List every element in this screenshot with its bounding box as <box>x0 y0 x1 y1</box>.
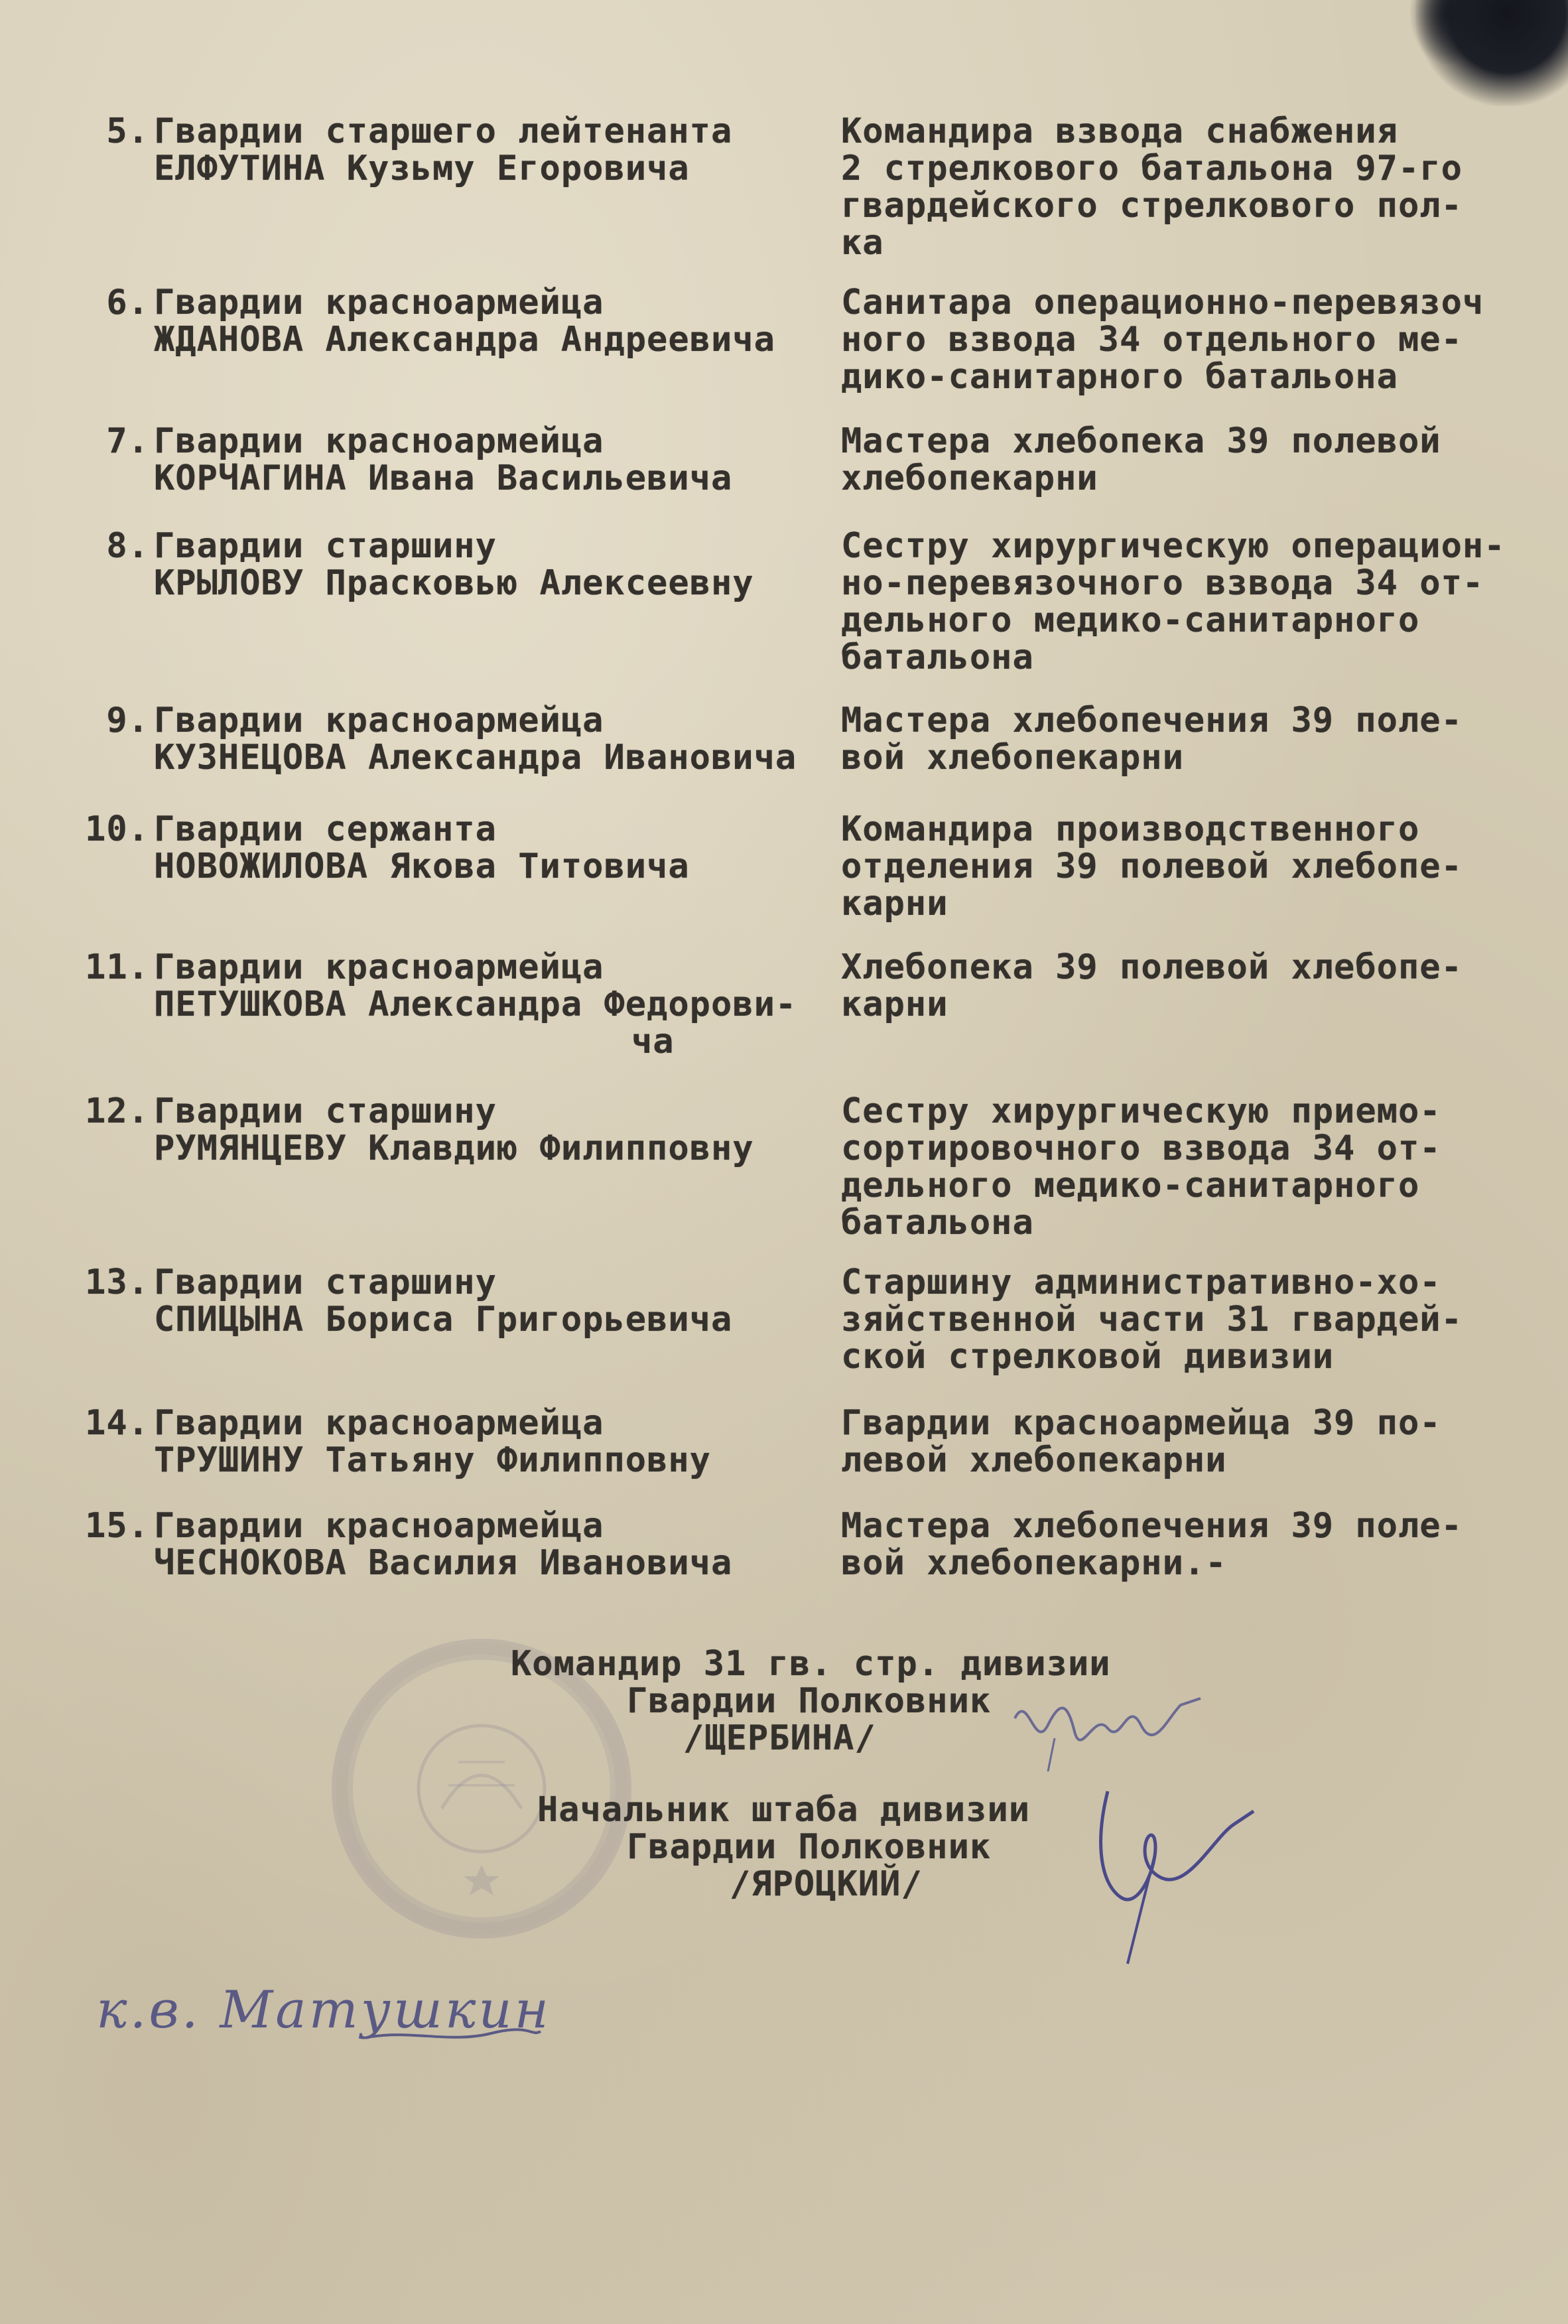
entry-position <box>841 284 1484 395</box>
commander-rank: Гвардии Полковник <box>627 1681 992 1721</box>
entry-number: 12. <box>85 1091 149 1131</box>
position-line: Командира взвода снабжения <box>841 111 1398 151</box>
position-line: карни <box>841 985 948 1024</box>
entry-number: 9. <box>106 701 149 740</box>
name-line: Гвардии старшину <box>154 526 497 566</box>
entry-name <box>154 527 754 602</box>
name-line: ча <box>631 1022 675 1061</box>
name-line: Гвардии красноармейца <box>154 1506 604 1546</box>
entry-name <box>154 702 797 776</box>
name-line: КУЗНЕЦОВА Александра Ивановича <box>154 738 797 778</box>
name-line: СПИЦЫНА Бориса Григорьевича <box>154 1300 733 1339</box>
entry-name <box>154 1264 732 1338</box>
name-line: Гвардии старшину <box>154 1263 497 1302</box>
name-line: Гвардии красноармейца <box>154 1403 604 1443</box>
name-line: Гвардии старшину <box>154 1091 497 1131</box>
position-line: Старшину административно-хо- <box>841 1263 1441 1302</box>
chief-of-staff-signature <box>1081 1765 1267 1984</box>
entry-position <box>841 811 1463 922</box>
name-line: Гвардии красноармейца <box>154 421 604 461</box>
position-line: сортировочного взвода 34 от- <box>841 1128 1441 1168</box>
entry-number: 13. <box>85 1263 149 1302</box>
entry-number: 14. <box>85 1403 149 1443</box>
entry-position <box>841 1093 1441 1241</box>
position-line: но-перевязочного взвода 34 от- <box>841 563 1484 603</box>
chief-of-staff-rank: Гвардии Полковник <box>627 1827 992 1867</box>
commander-name: /ЩЕРБИНА/ <box>683 1718 876 1758</box>
position-line: отделения 39 полевой хлебопе- <box>841 847 1463 886</box>
name-line: ЕЛФУТИНА Кузьму Егоровича <box>154 149 690 188</box>
name-line: ПЕТУШКОВА Александра Федорови- <box>154 985 797 1024</box>
position-line: 2 стрелкового батальона 97-го <box>841 149 1463 188</box>
chief-of-staff-title: Начальник штаба дивизии <box>537 1790 1031 1830</box>
entry-position <box>841 702 1463 776</box>
entry-position <box>841 1404 1441 1479</box>
position-line: карни <box>841 884 948 923</box>
position-line: вой хлебопекарни.- <box>841 1543 1227 1583</box>
entry-name <box>154 1507 732 1582</box>
position-line: ного взвода 34 отдельного ме- <box>841 320 1463 360</box>
entry-position <box>841 527 1506 676</box>
name-line: Гвардии красноармейца <box>154 947 604 987</box>
entry-number: 8. <box>106 526 149 566</box>
commander-signature <box>1008 1678 1207 1778</box>
name-line: Гвардии красноармейца <box>154 701 604 740</box>
position-line: вой хлебопекарни <box>841 738 1184 778</box>
name-line: Гвардии старшего лейтенанта <box>154 111 733 151</box>
position-line: Санитара операционно-перевязоч <box>841 283 1484 322</box>
entry-name <box>154 1093 754 1167</box>
chief-of-staff-name: /ЯРОЦКИЙ/ <box>730 1864 923 1904</box>
position-line: батальона <box>841 1203 1034 1243</box>
name-line: Гвардии сержанта <box>154 809 497 849</box>
entry-position <box>841 1264 1463 1375</box>
entry-number: 11. <box>85 947 149 987</box>
position-line: Мастера хлебопечения 39 поле- <box>841 701 1463 740</box>
entry-position <box>841 1507 1463 1582</box>
name-line: ТРУШИНУ Татьяну Филипповну <box>154 1440 711 1480</box>
position-line: левой хлебопекарни <box>841 1440 1227 1480</box>
entry-number: 6. <box>106 283 149 322</box>
emblem-icon <box>336 1643 627 1935</box>
note-underline <box>371 2023 544 2050</box>
position-line: Сестру хирургическую операцион- <box>841 526 1506 566</box>
entry-name <box>154 423 732 497</box>
entry-number: 15. <box>85 1506 149 1546</box>
entry-name <box>154 113 732 187</box>
position-line: Сестру хирургическую приемо- <box>841 1091 1441 1131</box>
name-line: КРЫЛОВУ Прасковью Алексеевну <box>154 563 754 603</box>
entry-position <box>841 113 1463 261</box>
entry-number: 10. <box>85 809 149 849</box>
position-line: Хлебопека 39 полевой хлебопе- <box>841 947 1463 987</box>
name-line: РУМЯНЦЕВУ Клавдию Филипповну <box>154 1128 754 1168</box>
position-line: зяйственной части 31 гвардей- <box>841 1300 1463 1339</box>
entry-number: 5. <box>106 111 149 151</box>
name-line: ЧЕСНОКОВА Василия Ивановича <box>154 1543 733 1583</box>
position-line: ка <box>841 223 884 263</box>
position-line: дельного медико-санитарного <box>841 600 1420 640</box>
entry-name <box>154 284 775 358</box>
entry-position <box>841 949 1463 1023</box>
commander-title: Командир 31 гв. стр. дивизии <box>511 1644 1111 1684</box>
entry-number: 7. <box>106 421 149 461</box>
name-line: КОРЧАГИНА Ивана Васильевича <box>154 458 733 498</box>
name-line: Гвардии красноармейца <box>154 283 604 322</box>
position-line: гвардейского стрелкового пол- <box>841 186 1463 226</box>
entry-position <box>841 423 1441 497</box>
name-line: ЖДАНОВА Александра Андреевича <box>154 320 775 360</box>
handwritten-note: к.в. Матушкин <box>96 1980 552 2040</box>
position-line: ской стрелковой дивизии <box>841 1337 1335 1377</box>
position-line: Гвардии красноармейца 39 по- <box>841 1403 1441 1443</box>
ink-stain-small <box>1409 0 1488 66</box>
entry-name <box>154 1404 711 1479</box>
position-line: батальона <box>841 638 1034 677</box>
position-line: дельного медико-санитарного <box>841 1166 1420 1205</box>
position-line: Мастера хлебопека 39 полевой <box>841 421 1441 461</box>
entry-name <box>154 949 797 1060</box>
position-line: Мастера хлебопечения 39 поле- <box>841 1506 1463 1546</box>
name-line: НОВОЖИЛОВА Якова Титовича <box>154 847 690 886</box>
position-line: хлебопекарни <box>841 458 1098 498</box>
entry-name <box>154 811 690 885</box>
position-line: Командира производственного <box>841 809 1420 849</box>
position-line: дико-санитарного батальона <box>841 357 1398 397</box>
